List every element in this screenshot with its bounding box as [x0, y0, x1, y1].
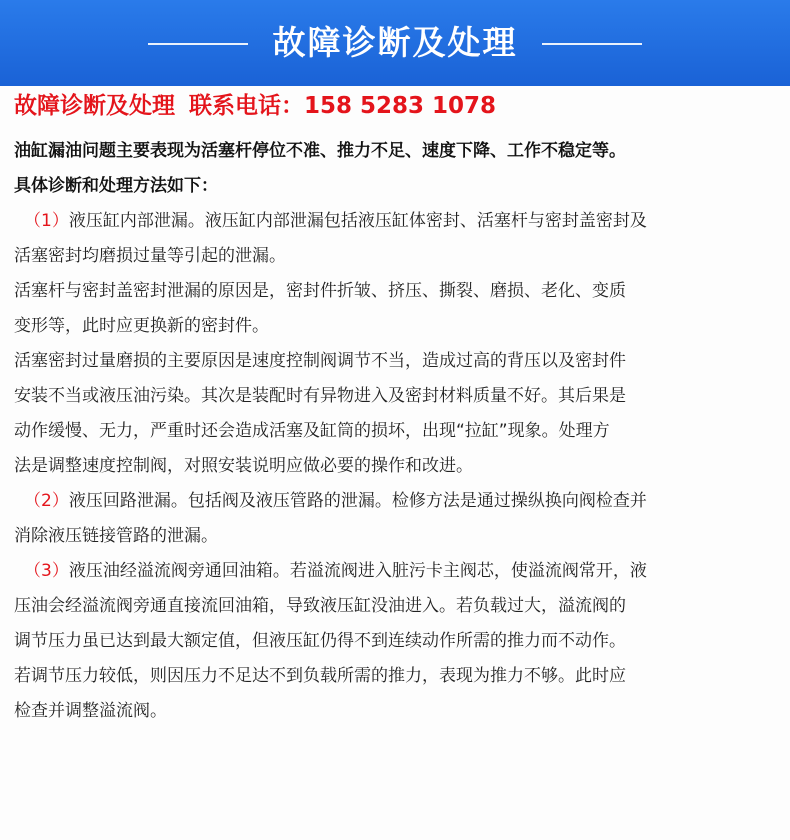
section-2-line-2: 消除液压链接管路的泄漏。: [14, 526, 218, 546]
section-3-line-2: 压油会经溢流阀旁通直接流回油箱，导致液压缸没油进入。若负载过大，溢流阀的: [14, 596, 626, 616]
section-1-number: （1）: [24, 211, 69, 231]
section-1-line-4: 变形等，此时应更换新的密封件。: [14, 316, 269, 336]
contact-heading: [14, 88, 784, 124]
section-1-line-2: 活塞密封均磨损过量等引起的泄漏。: [14, 246, 286, 266]
section-3-line-1: [14, 554, 780, 589]
contact-phone: 联系电话：158 5283 1078: [189, 93, 497, 119]
article-body: [14, 134, 780, 729]
section-2-line-1: [14, 484, 780, 519]
banner-divider-right: [542, 43, 642, 45]
title-banner: [0, 0, 790, 86]
intro-line-1: 油缸漏油问题主要表现为活塞杆停位不准、推力不足、速度下降、工作不稳定等。: [14, 141, 626, 161]
intro-line-2: 具体诊断和处理方法如下：: [14, 176, 218, 196]
contact-title: 故障诊断及处理: [14, 93, 175, 119]
section-1-line-1: [14, 204, 780, 239]
section-2-number: （2）: [24, 491, 69, 511]
section-3-line-3: 调节压力虽已达到最大额定值，但液压缸仍得不到连续动作所需的推力而不动作。: [14, 631, 626, 651]
section-1-line-5: 活塞密封过量磨损的主要原因是速度控制阀调节不当，造成过高的背压以及密封件: [14, 351, 626, 371]
section-1-line-6: 安装不当或液压油污染。其次是装配时有异物进入及密封材料质量不好。其后果是: [14, 386, 626, 406]
section-1-text: 液压缸内部泄漏。液压缸内部泄漏包括液压缸体密封、活塞杆与密封盖密封及: [68, 211, 647, 231]
banner-title: 故障诊断及处理: [272, 23, 518, 62]
section-1-line-3: 活塞杆与密封盖密封泄漏的原因是，密封件折皱、挤压、撕裂、磨损、老化、变质: [14, 281, 626, 301]
section-3-line-5: 检查并调整溢流阀。: [14, 701, 167, 721]
section-1-line-8: 法是调整速度控制阀，对照安装说明应做必要的操作和改进。: [14, 456, 473, 476]
section-2-text: 液压回路泄漏。包括阀及液压管路的泄漏。检修方法是通过操纵换向阀检查并: [68, 491, 647, 511]
section-3-line-4: 若调节压力较低，则因压力不足达不到负载所需的推力，表现为推力不够。此时应: [14, 666, 626, 686]
section-3-text: 液压油经溢流阀旁通回油箱。若溢流阀进入脏污卡主阀芯，使溢流阀常开，液: [68, 561, 647, 581]
section-3-number: （3）: [24, 561, 69, 581]
section-1-line-7: 动作缓慢、无力，严重时还会造成活塞及缸筒的损坏，出现“拉缸”现象。处理方: [14, 421, 610, 441]
